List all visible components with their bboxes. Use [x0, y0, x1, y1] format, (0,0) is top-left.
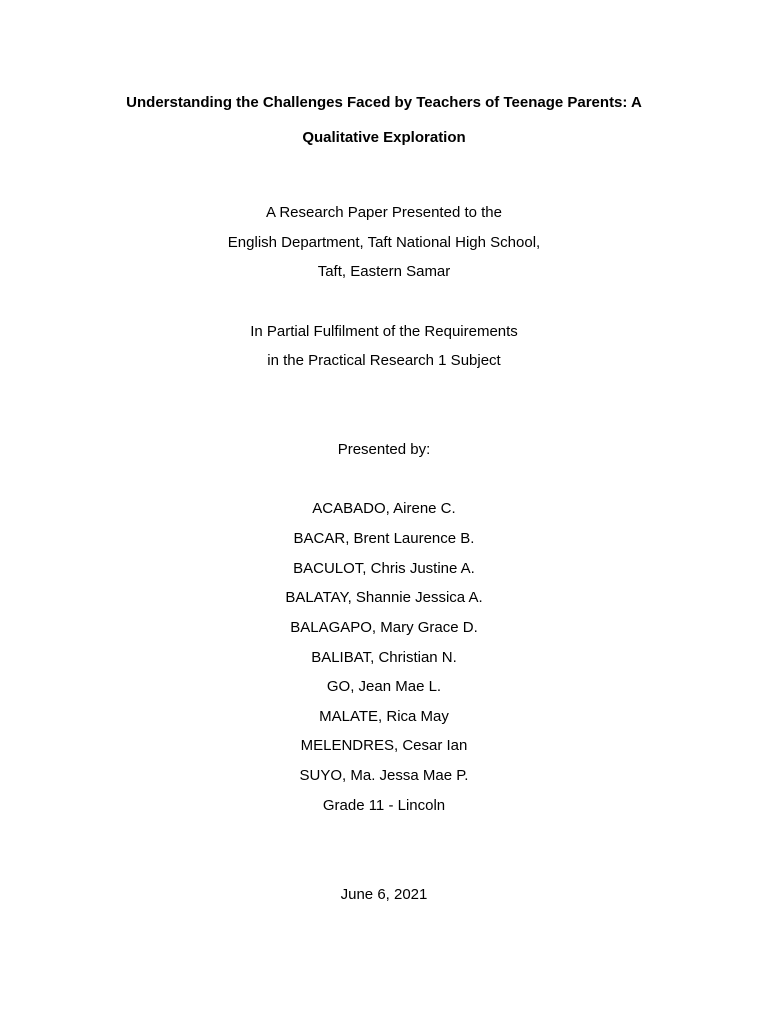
presented-to-line-2: English Department, Taft National High School,: [227, 234, 541, 251]
author-name: BACAR, Brent Laurence B.: [293, 530, 475, 547]
author-name: BALAGAPO, Mary Grace D.: [290, 619, 478, 636]
submission-date: June 6, 2021: [340, 886, 428, 903]
author-name: ACABADO, Airene C.: [312, 500, 456, 517]
paper-title-line-1: Understanding the Challenges Faced by Teachers of Teenage Parents: A: [126, 94, 642, 111]
presented-to-line-1: A Research Paper Presented to the: [266, 204, 502, 221]
author-name: BALATAY, Shannie Jessica A.: [285, 589, 483, 606]
author-name: BACULOT, Chris Justine A.: [293, 560, 475, 577]
author-name: MELENDRES, Cesar Ian: [300, 737, 468, 754]
paper-title-line-2: Qualitative Exploration: [302, 129, 466, 146]
grade-section: Grade 11 - Lincoln: [322, 797, 446, 814]
author-name: MALATE, Rica May: [319, 708, 449, 725]
fulfilment-line-2: in the Practical Research 1 Subject: [267, 352, 501, 369]
author-name: GO, Jean Mae L.: [326, 678, 442, 695]
fulfilment-line-1: In Partial Fulfilment of the Requirements: [250, 323, 518, 340]
author-name: BALIBAT, Christian N.: [311, 649, 457, 666]
author-name: SUYO, Ma. Jessa Mae P.: [299, 767, 469, 784]
presented-to-line-3: Taft, Eastern Samar: [317, 263, 451, 280]
presented-by-label: Presented by:: [337, 441, 431, 458]
